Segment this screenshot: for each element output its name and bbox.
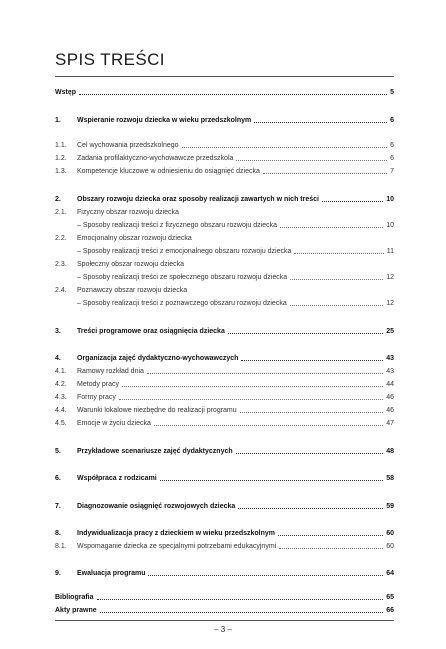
toc-entry <box>55 445 394 456</box>
toc-entry-page: 10 <box>386 222 394 229</box>
toc-entry-page: 6 <box>390 142 394 149</box>
toc-entry <box>55 245 394 256</box>
toc-entry-number: 2.3. <box>55 261 67 268</box>
toc-dot-leader <box>238 508 383 509</box>
toc-entry <box>55 417 394 428</box>
toc-entry-number: 4.2. <box>55 381 67 388</box>
toc-entry-page: 12 <box>386 274 394 281</box>
toc-entry <box>55 284 394 295</box>
toc-entry <box>55 540 394 551</box>
toc-entry-number: 2. <box>55 196 61 203</box>
toc-entry-number: 1.3. <box>55 168 67 175</box>
toc-entry-page: 60 <box>386 530 394 537</box>
toc-entry-page: 7 <box>390 168 394 175</box>
toc-entry-page: 47 <box>386 420 394 427</box>
toc-entry <box>55 258 394 269</box>
toc-entry-title: Współpraca z rodzicami <box>77 475 157 482</box>
toc-entry-title: – Sposoby realizacji treści z emocjonalnego obszaru rozwoju dziecka <box>77 248 292 255</box>
toc-dot-leader <box>240 412 384 413</box>
toc-entry-title: Akty prawne <box>55 607 97 614</box>
toc-entry-title: Zadania profilaktyczno-wychowawcze przedszkola <box>77 155 234 162</box>
toc-entry <box>55 567 394 578</box>
page-title: SPIS TREŚCI <box>55 50 165 69</box>
toc-dot-leader <box>100 612 384 613</box>
toc-dot-leader <box>254 122 387 123</box>
toc-entry <box>55 500 394 511</box>
toc-entry-page: 43 <box>386 355 394 362</box>
toc-entry-page: 65 <box>386 594 394 601</box>
toc-entry-title: Społeczny obszar rozwoju dziecka <box>77 261 184 268</box>
toc-dot-leader <box>119 399 383 400</box>
toc-entry-number: 7. <box>55 503 61 510</box>
toc-dot-leader <box>228 333 383 334</box>
toc-entry-title: Organizacja zajęć dydaktyczno-wychowawczych <box>77 355 239 362</box>
toc-entry-page: 12 <box>386 300 394 307</box>
toc-entry-number: 9. <box>55 570 61 577</box>
toc-dot-leader <box>236 160 387 161</box>
toc-entry-number: 8.1. <box>55 543 67 550</box>
toc-entry-page: 44 <box>386 381 394 388</box>
toc-entry <box>55 152 394 163</box>
toc-entry <box>55 365 394 376</box>
toc-dot-leader <box>79 94 387 95</box>
toc-entry-page: 6 <box>390 117 394 124</box>
toc-dot-leader <box>182 147 388 148</box>
toc-entry-title: Emocjonalny obszar rozwoju dziecka <box>77 235 192 242</box>
toc-entry-number: 4.4. <box>55 407 67 414</box>
toc-entry-title: Kompetencje kluczowe w odniesieniu do osiągnięć dziecka <box>77 168 260 175</box>
toc-entry <box>55 325 394 336</box>
toc-dot-leader <box>147 373 383 374</box>
toc-entry-title: Formy pracy <box>77 394 116 401</box>
toc-entry-title: Bibliografia <box>55 594 94 601</box>
toc-entry-title: Ramowy rozkład dnia <box>77 368 144 375</box>
toc-dot-leader <box>278 535 383 536</box>
toc-entry <box>55 86 394 97</box>
toc-entry-title: Diagnozowanie osiągnięć rozwojowych dziecka <box>77 503 236 510</box>
title-divider <box>55 76 394 77</box>
toc-entry <box>55 206 394 217</box>
toc-dot-leader <box>290 305 383 306</box>
toc-entry <box>55 193 394 204</box>
toc-entry <box>55 404 394 415</box>
toc-dot-leader <box>241 360 383 361</box>
toc-dot-leader <box>97 599 384 600</box>
toc-entry-number: 8. <box>55 530 61 537</box>
toc-dot-leader <box>236 453 384 454</box>
toc-entry-title: Fizyczny obszar rozwoju dziecka <box>77 209 179 216</box>
toc-entry <box>55 232 394 243</box>
toc-entry-number: 1.1. <box>55 142 67 149</box>
toc-dot-leader <box>279 548 383 549</box>
toc-entry-page: 59 <box>386 503 394 510</box>
toc-entry-page: 6 <box>390 155 394 162</box>
toc-entry-page: 64 <box>386 570 394 577</box>
toc-entry-title: Metody pracy <box>77 381 120 388</box>
toc-entry-page: 46 <box>386 407 394 414</box>
toc-entry-page: 48 <box>386 448 394 455</box>
toc-dot-leader <box>280 227 383 228</box>
toc-entry-number: 1.2. <box>55 155 67 162</box>
toc-dot-leader <box>322 201 383 202</box>
toc-entry <box>55 165 394 176</box>
toc-dot-leader <box>154 425 383 426</box>
toc-entry-title: Treści programowe oraz osiągnięcia dziecka <box>77 328 225 335</box>
toc-entry-page: 5 <box>390 89 394 96</box>
toc-entry-title: Ewaluacja programu <box>77 570 146 577</box>
toc-entry-page: 58 <box>386 475 394 482</box>
toc-entry-number: 1. <box>55 117 61 124</box>
toc-entry-title: Wspieranie rozwoju dziecka w wieku przedszkolnym <box>77 117 252 124</box>
toc-entry-title: Wspomaganie dziecka ze specjalnymi potrzebami edukacyjnymi <box>77 543 277 550</box>
toc-entry-page: 25 <box>386 328 394 335</box>
toc-entry <box>55 527 394 538</box>
toc-entry-title: – Sposoby realizacji treści z fizycznego obszaru rozwoju dziecka <box>77 222 277 229</box>
toc-entry <box>55 378 394 389</box>
toc-dot-leader <box>290 279 383 280</box>
toc-entry-page: 46 <box>386 394 394 401</box>
toc-entry-title: Wstęp <box>55 89 76 96</box>
footer-divider <box>55 620 394 621</box>
toc-entry-number: 6. <box>55 475 61 482</box>
toc-entry <box>55 472 394 483</box>
toc-entry-number: 2.2. <box>55 235 67 242</box>
toc-entry-page: 11 <box>386 248 394 255</box>
toc-entry-number: 4.3. <box>55 394 67 401</box>
toc-entry-title: Warunki lokalowe niezbędne do realizacji programu <box>77 407 237 414</box>
toc-entry-title: Cel wychowania przedszkolnego <box>77 142 179 149</box>
toc-dot-leader <box>294 253 383 254</box>
toc-entry-title: – Sposoby realizacji treści z poznawczego obszaru rozwoju dziecka <box>77 300 287 307</box>
toc-entry-number: 5. <box>55 448 61 455</box>
toc-entry <box>55 139 394 150</box>
toc-dot-leader <box>148 575 383 576</box>
toc-dot-leader <box>263 173 387 174</box>
toc-entry <box>55 352 394 363</box>
toc-entry-page: 66 <box>386 607 394 614</box>
toc-entry-title: Poznawczy obszar rozwoju dziecka <box>77 287 188 294</box>
toc-entry-number: 2.1. <box>55 209 67 216</box>
page-number: – 3 – <box>214 625 232 634</box>
toc-entry-title: Indywidualizacja pracy z dzieckiem w wieku przedszkolnym <box>77 530 276 537</box>
toc-entry <box>55 591 394 602</box>
toc-entry-title: Emocje w życiu dziecka <box>77 420 151 427</box>
toc-entry <box>55 114 394 125</box>
toc-entry-number: 4.5. <box>55 420 67 427</box>
toc-entry <box>55 271 394 282</box>
toc-entry-number: 3. <box>55 328 61 335</box>
toc-entry-number: 4.1. <box>55 368 67 375</box>
toc-entry <box>55 219 394 230</box>
toc-entry <box>55 391 394 402</box>
toc-dot-leader <box>160 480 383 481</box>
toc-entry-title: Przykładowe scenariusze zajęć dydaktycznych <box>77 448 233 455</box>
toc-entry-title: – Sposoby realizacji treści ze społecznego obszaru rozwoju dziecka <box>77 274 288 281</box>
toc-entry-number: 2.4. <box>55 287 67 294</box>
toc-dot-leader <box>122 386 383 387</box>
toc-entry-page: 43 <box>386 368 394 375</box>
toc-entry-page: 60 <box>386 543 394 550</box>
toc-entry <box>55 604 394 615</box>
toc-entry-page: 10 <box>386 196 394 203</box>
toc-entry <box>55 297 394 308</box>
toc-entry-number: 4. <box>55 355 61 362</box>
toc-entry-title: Obszary rozwoju dziecka oraz sposoby realizacji zawartych w nich treści <box>77 196 319 203</box>
